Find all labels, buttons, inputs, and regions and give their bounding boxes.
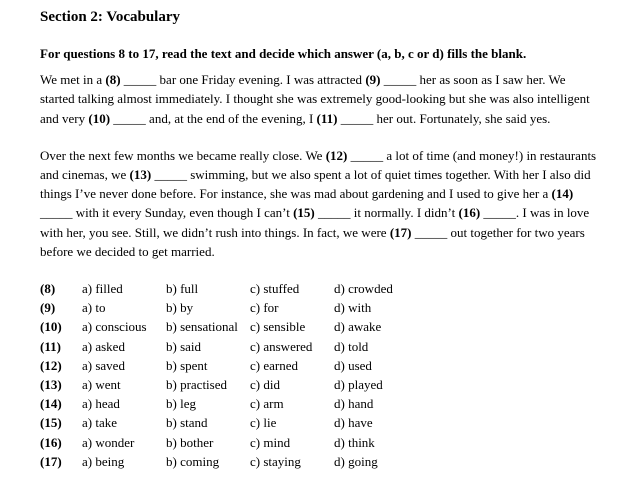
question-row: [40, 433, 424, 452]
question-row: [40, 317, 424, 336]
option-c: c) stuffed: [250, 281, 300, 297]
question-row: [40, 452, 424, 471]
question-number: (13): [40, 377, 62, 393]
question-row: [40, 413, 424, 432]
option-d: d) crowded: [334, 281, 393, 297]
question-number: (16): [40, 434, 62, 450]
option-a: a) saved: [82, 357, 125, 373]
question-row: [40, 394, 424, 413]
question-row: [40, 356, 424, 375]
option-a: a) take: [82, 415, 118, 431]
option-b: b) practised: [166, 377, 228, 393]
option-a: a) conscious: [82, 319, 147, 335]
answer-options-table: [40, 279, 424, 471]
option-b: b) by: [166, 300, 194, 316]
option-b: b) spent: [166, 357, 208, 373]
question-number: (8): [40, 281, 56, 297]
option-b: b) stand: [166, 415, 208, 431]
option-b: b) full: [166, 281, 199, 297]
option-b: b) bother: [166, 434, 214, 450]
gap-number: (15): [293, 205, 315, 221]
option-a: a) head: [82, 396, 120, 412]
passage-paragraph-1: We met in a (8) _____ bar one Friday evening. I was attracted (9) _____ her as soon as I saw her. We started talking almost immediately. I thought she was extremely good-looking but she was also intelligent and very (10) _____ and, at the end of the evening, I (11) _____ her out. Fortunately, she said yes.: [40, 72, 590, 126]
option-c: c) mind: [250, 434, 291, 450]
question-row: [40, 279, 424, 298]
gap-number: (10): [88, 110, 111, 126]
option-d: d) told: [334, 338, 369, 354]
gap-number: (9): [365, 72, 381, 88]
question-number: (17): [40, 453, 62, 469]
option-b: b) leg: [166, 396, 196, 412]
passage-paragraph-2: Over the next few months we became really close. We (12) _____ a lot of time (and money!) in restaurants and cinemas, we (13) _____ swimming, but we also spent a lot of quiet times together. With her I also did things I’ve never done before. For instance, she was mad about gardening and I used to give her a (14) _____ with it every Sunday, even though I can’t (15) _____ it normally. I didn’t (16) _____. I was in love with her, you see. Still, we didn’t rush into things. In fact, we were (17) _____ out together for two years before we decided to get married.: [40, 147, 597, 259]
option-c: c) earned: [250, 357, 298, 373]
question-number: (12): [40, 357, 62, 373]
question-number: (10): [40, 319, 62, 335]
gap-number: (17): [389, 224, 412, 240]
option-a: a) went: [82, 377, 121, 393]
option-b: b) said: [166, 338, 202, 354]
option-a: a) asked: [82, 338, 125, 354]
option-b: b) coming: [166, 453, 220, 469]
option-b: b) sensational: [166, 319, 238, 335]
gap-number: (12): [325, 147, 348, 163]
option-c: c) did: [250, 377, 280, 393]
option-d: d) think: [334, 434, 375, 450]
gap-number: (14): [551, 186, 574, 202]
option-d: d) played: [334, 377, 383, 393]
option-c: c) answered: [250, 338, 313, 354]
option-c: c) arm: [250, 396, 284, 412]
gap-number: (13): [129, 167, 152, 183]
option-c: c) for: [250, 300, 279, 316]
option-d: d) hand: [334, 396, 374, 412]
question-row: [40, 337, 424, 356]
option-d: d) have: [334, 415, 373, 431]
option-a: a) to: [82, 300, 106, 316]
option-a: a) being: [82, 453, 125, 469]
option-c: c) staying: [250, 453, 301, 469]
section-title: Section 2: Vocabulary: [40, 9, 181, 25]
instructions: For questions 8 to 17, read the text and decide which answer (a, b, c or d) fills the blank.: [40, 46, 527, 61]
question-number: (15): [40, 415, 62, 431]
gap-number: (8): [105, 72, 121, 88]
question-number: (14): [40, 396, 62, 412]
option-a: a) filled: [82, 281, 123, 297]
option-d: d) going: [334, 453, 378, 469]
option-a: a) wonder: [82, 434, 135, 450]
option-c: c) lie: [250, 415, 277, 431]
option-d: d) used: [334, 357, 372, 373]
gap-number: (16): [458, 205, 481, 221]
option-d: d) awake: [334, 319, 382, 335]
option-c: c) sensible: [250, 319, 306, 335]
question-row: [40, 298, 424, 317]
question-number: (11): [40, 338, 61, 354]
option-d: d) with: [334, 300, 372, 316]
question-number: (9): [40, 300, 56, 316]
gap-number: (11): [316, 110, 338, 126]
question-row: [40, 375, 424, 394]
